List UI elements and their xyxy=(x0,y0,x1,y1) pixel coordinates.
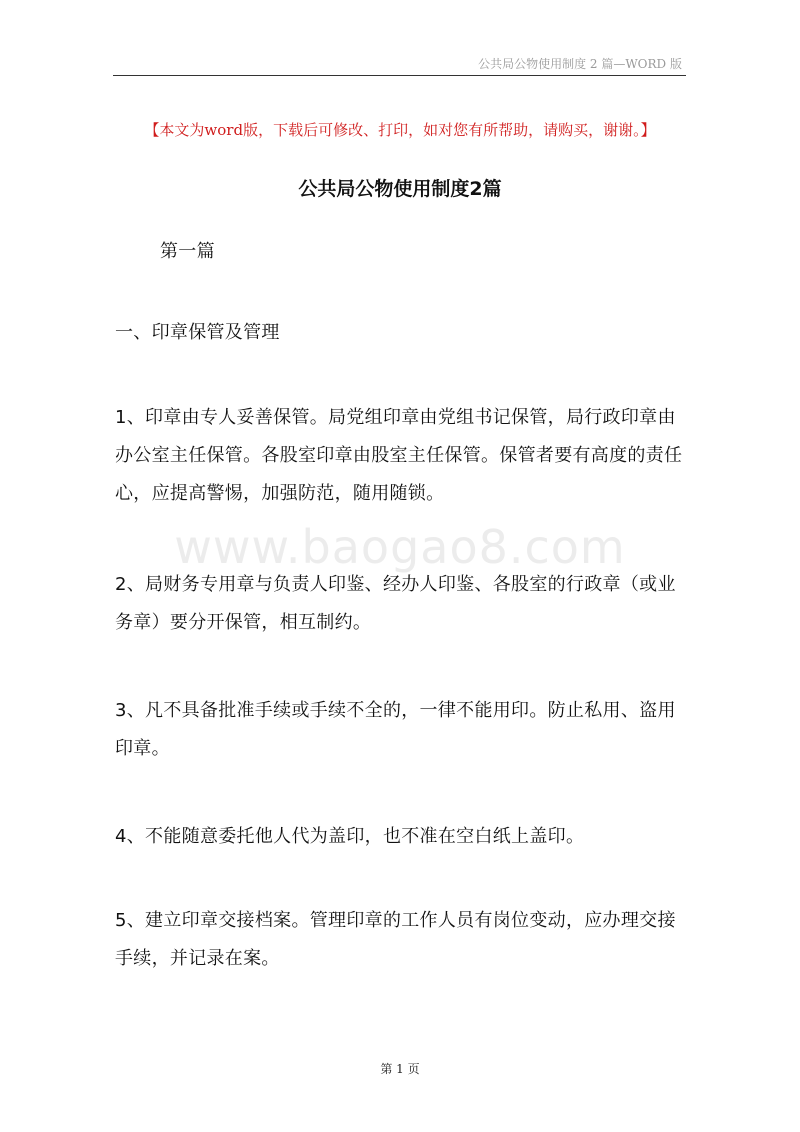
header-divider xyxy=(113,75,686,76)
page-number: 第 1 页 xyxy=(380,1062,420,1076)
running-header: 公共局公物使用制度 2 篇—WORD 版 xyxy=(478,57,682,71)
paragraph-item-3: 3、凡不具备批准手续或手续不全的，一律不能用印。防止私用、盗用印章。 xyxy=(115,700,676,759)
document-title: 公共局公物使用制度2篇 xyxy=(298,178,502,200)
paragraph-item-1: 1、印章由专人妥善保管。局党组印章由党组书记保管，局行政印章由办公室主任保管。各股室印章由股室主任保管。保管者要有高度的责任心，应提高警惕，加强防范，随用随锁。 xyxy=(115,407,683,504)
paragraph-item-5: 5、建立印章交接档案。管理印章的工作人员有岗位变动，应办理交接手续，并记录在案。 xyxy=(115,910,676,969)
paragraph-item-4: 4、不能随意委托他人代为盖印，也不准在空白纸上盖印。 xyxy=(115,826,585,847)
watermark: www.baogao8.com xyxy=(174,520,626,574)
paragraph-item-2: 2、局财务专用章与负责人印鉴、经办人印鉴、各股室的行政章（或业务章）要分开保管，相互制约。 xyxy=(115,574,676,633)
word-version-notice: 【本文为word版，下载后可修改、打印，如对您有所帮助，请购买，谢谢。】 xyxy=(144,121,656,139)
part-label: 第一篇 xyxy=(160,241,215,262)
section-heading: 一、印章保管及管理 xyxy=(115,322,280,343)
